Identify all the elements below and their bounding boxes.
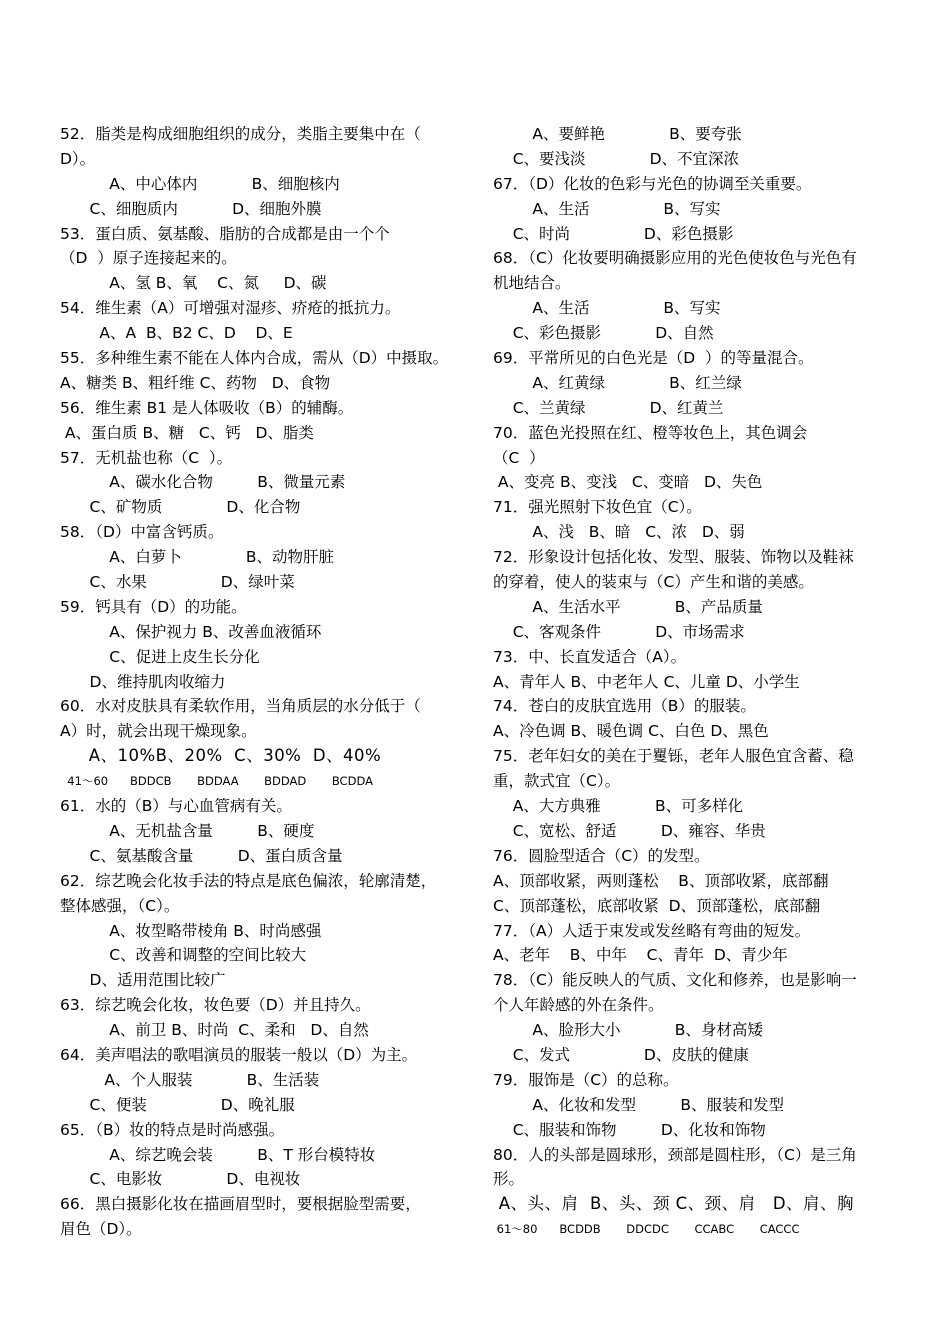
question-line: 71．强光照射下妆色宜（C）。 bbox=[493, 498, 702, 517]
question-line: C、细胞质内 D、细胞外膜 bbox=[60, 199, 322, 218]
question-line: C、便装 D、晚礼服 bbox=[60, 1095, 295, 1114]
question-line: A、糖类 B、粗纤维 C、药物 D、食物 bbox=[60, 373, 331, 392]
question-line: A、碳水化合物 B、微量元素 bbox=[60, 473, 346, 492]
question-line: A、冷色调 B、暖色调 C、白色 D、黑色 bbox=[493, 722, 769, 741]
question-line: A、生活 B、写实 bbox=[493, 199, 721, 218]
right-column bbox=[493, 122, 893, 1242]
question-line: C、时尚 D、彩色摄影 bbox=[493, 224, 734, 243]
question-line: A、无机盐含量 B、硬度 bbox=[60, 821, 315, 840]
question-line: C、电影妆 D、电视妆 bbox=[60, 1170, 301, 1189]
question-line: A、脸形大小 B、身材高矮 bbox=[493, 1021, 763, 1040]
question-line: 78．（C）能反映人的气质、文化和修养，也是影响一 bbox=[493, 971, 857, 990]
question-line: A、变亮 B、变浅 C、变暗 D、失色 bbox=[493, 473, 763, 492]
question-line: 74．苍白的皮肤宜选用（B）的服装。 bbox=[493, 697, 756, 716]
question-line: D）。 bbox=[60, 149, 96, 168]
question-line: C、改善和调整的空间比较大 bbox=[60, 946, 307, 965]
question-line: A、老年 B、中年 C、青年 D、青少年 bbox=[493, 946, 788, 965]
question-line: A、中心体内 B、细胞核内 bbox=[60, 174, 340, 193]
question-line: A、头、肩 B、头、颈 C、颈、肩 D、肩、胸 bbox=[493, 1194, 855, 1214]
question-line: A、顶部收紧，两则蓬松 B、顶部收紧，底部翻 bbox=[493, 871, 829, 890]
question-line: C、氨基酸含量 D、蛋白质含量 bbox=[60, 846, 343, 865]
question-line: A、妆型略带棱角 B、时尚感强 bbox=[60, 921, 322, 940]
question-line: 59．钙具有（D）的功能。 bbox=[60, 597, 247, 616]
question-line: 68．（C）化妆要明确摄影应用的光色使妆色与光色有 bbox=[493, 249, 857, 268]
question-line: 60．水对皮肤具有柔软作用，当角质层的水分低于（ bbox=[60, 697, 421, 716]
question-line: 形。 bbox=[493, 1170, 525, 1189]
question-line: A、红黄绿 B、红兰绿 bbox=[493, 373, 742, 392]
question-line: D、适用范围比较广 bbox=[60, 971, 226, 990]
question-line: 80．人的头部是圆球形，颈部是圆柱形，（C）是三角 bbox=[493, 1145, 857, 1164]
question-line: 76．圆脸型适合（C）的发型。 bbox=[493, 846, 710, 865]
answer-key-line: 61～80 BCDDB DDCDC CCABC CACCC bbox=[493, 1222, 800, 1237]
question-line: 55．多种维生素不能在人体内合成，需从（D）中摄取。 bbox=[60, 349, 449, 368]
question-line: A、10%B、20% C、30% D、40% bbox=[60, 746, 382, 766]
question-line: 62．综艺晚会化妆手法的特点是底色偏浓，轮廓清楚， bbox=[60, 871, 437, 890]
question-line: 的穿着，使人的装束与（C）产生和谐的美感。 bbox=[493, 573, 814, 592]
question-line: C、客观条件 D、市场需求 bbox=[493, 622, 745, 641]
question-line: 57．无机盐也称（C ）。 bbox=[60, 448, 233, 467]
question-line: 58．（D）中富含钙质。 bbox=[60, 523, 224, 542]
question-line: 64．美声唱法的歌唱演员的服装一般以（D）为主。 bbox=[60, 1045, 418, 1064]
question-line: A、大方典雅 B、可多样化 bbox=[493, 797, 744, 816]
question-line: 整体感强，（C）。 bbox=[60, 896, 180, 915]
question-line: C、要浅淡 D、不宜深浓 bbox=[493, 149, 740, 168]
question-line: A、氢 B、氧 C、氮 D、碳 bbox=[60, 274, 327, 293]
question-line: C、顶部蓬松，底部收紧 D、顶部蓬松，底部翻 bbox=[493, 896, 821, 915]
question-line: A、白萝卜 B、动物肝脏 bbox=[60, 548, 335, 567]
question-line: 52．脂类是构成细胞组织的成分，类脂主要集中在（ bbox=[60, 125, 421, 143]
question-line: C、彩色摄影 D、自然 bbox=[493, 324, 714, 343]
question-line: C、发式 D、皮肤的健康 bbox=[493, 1045, 749, 1064]
question-line: 56．维生素 B1 是人体吸收（B）的辅酶。 bbox=[60, 398, 354, 417]
question-line: A、要鲜艳 B、要夸张 bbox=[493, 125, 742, 143]
question-line: 个人年龄感的外在条件。 bbox=[493, 996, 664, 1015]
question-line: C、宽松、舒适 D、雍容、华贵 bbox=[493, 821, 766, 840]
question-line: 重，款式宜（C）。 bbox=[493, 772, 621, 791]
question-line: 眉色（D）。 bbox=[60, 1220, 142, 1239]
question-line: 72．形象设计包括化妆、发型、服装、饰物以及鞋袜 bbox=[493, 548, 854, 567]
question-line: A、化妆和发型 B、服装和发型 bbox=[493, 1095, 784, 1114]
question-line: （D ）原子连接起来的。 bbox=[60, 249, 237, 268]
question-line: C、兰黄绿 D、红黄兰 bbox=[493, 398, 724, 417]
question-line: 61．水的（B）与心血管病有关。 bbox=[60, 797, 292, 816]
question-line: A、综艺晚会装 B、T 形台模特妆 bbox=[60, 1145, 376, 1164]
question-line: A、生活 B、写实 bbox=[493, 299, 721, 318]
question-line: 67．（D）化妆的色彩与光色的协调至关重要。 bbox=[493, 174, 812, 193]
question-line: 79．服饰是（C）的总称。 bbox=[493, 1070, 679, 1089]
question-line: C、水果 D、绿叶菜 bbox=[60, 573, 295, 592]
question-line: A、A B、B2 C、D D、E bbox=[60, 324, 293, 343]
answer-key-line: 41～60 BDDCB BDDAA BDDAD BCDDA bbox=[60, 774, 373, 789]
question-line: 75．老年妇女的美在于矍铄，老年人服色宜含蓄、稳 bbox=[493, 747, 854, 766]
question-line: 70．蓝色光投照在红、橙等妆色上，其色调会 bbox=[493, 423, 808, 442]
question-line: （C ） bbox=[493, 448, 545, 467]
question-line: 66．黑白摄影化妆在描画眉型时，要根据脸型需要， bbox=[60, 1195, 421, 1214]
question-line: 77．（A）人适于束发或发丝略有弯曲的短发。 bbox=[493, 921, 811, 940]
question-line: A、个人服装 B、生活装 bbox=[60, 1070, 320, 1089]
question-line: 69．平常所见的白色光是（D ）的等量混合。 bbox=[493, 349, 814, 368]
question-line: 73．中、长直发适合（A）。 bbox=[493, 647, 687, 666]
question-line: C、促进上皮生长分化 bbox=[60, 647, 260, 666]
question-line: D、维持肌肉收缩力 bbox=[60, 672, 226, 691]
question-line: 53．蛋白质、氨基酸、脂肪的合成都是由一个个 bbox=[60, 224, 390, 243]
question-line: 63．综艺晚会化妆，妆色要（D）并且持久。 bbox=[60, 996, 371, 1015]
question-line: A、前卫 B、时尚 C、柔和 D、自然 bbox=[60, 1021, 369, 1040]
left-column bbox=[60, 122, 465, 1242]
question-line: 65．（B）妆的特点是时尚感强。 bbox=[60, 1120, 285, 1139]
question-line: A、浅 B、暗 C、浓 D、弱 bbox=[493, 523, 745, 542]
question-line: C、矿物质 D、化合物 bbox=[60, 498, 301, 517]
question-line: A、保护视力 B、改善血液循环 bbox=[60, 622, 322, 641]
question-line: A、生活水平 B、产品质量 bbox=[493, 597, 763, 616]
question-line: A、青年人 B、中老年人 C、儿童 D、小学生 bbox=[493, 672, 800, 691]
question-line: A、蛋白质 B、糖 C、钙 D、脂类 bbox=[60, 423, 314, 442]
question-line: A）时，就会出现干燥现象。 bbox=[60, 722, 257, 741]
question-line: 54．维生素（A）可增强对湿疹、疥疮的抵抗力。 bbox=[60, 299, 401, 318]
question-line: C、服装和饰物 D、化妆和饰物 bbox=[493, 1120, 766, 1139]
question-line: 机地结合。 bbox=[493, 274, 571, 293]
